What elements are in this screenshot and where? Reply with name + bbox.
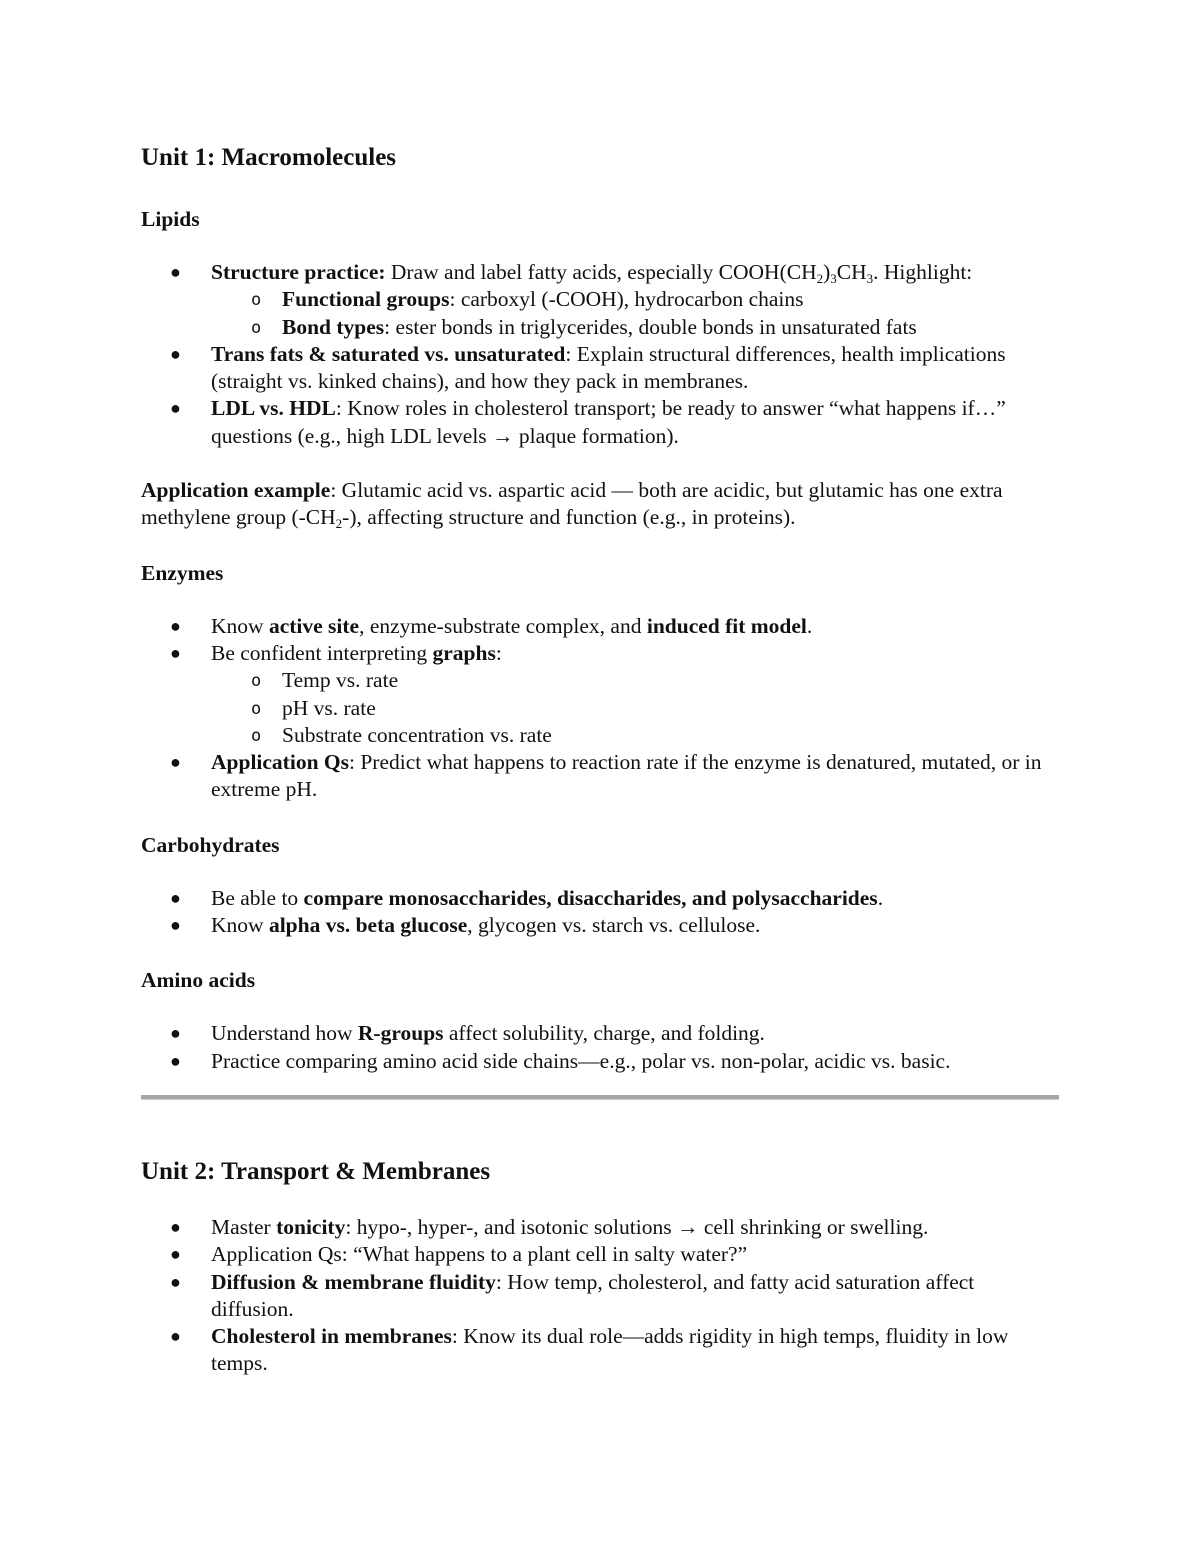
list-item: ● LDL vs. HDL: Know roles in cholesterol transport; be ready to answer “what happens if…” questions (e.g., high LDL levels → plaque formation).: [170, 396, 1006, 448]
lipids-heading: Lipids: [141, 207, 200, 231]
bullet-icon: ●: [170, 1244, 181, 1265]
bullet-icon: ●: [170, 615, 181, 636]
list-item: ● Practice comparing amino acid side chains—e.g., polar vs. non-polar, acidic vs. basic.: [141, 1048, 1061, 1075]
application-example: Application example: Glutamic acid vs. aspartic acid — both are acidic, but glutamic has one extra methylene group $(-CH_2-)$, affecting structure and function (e.g., in proteins).: [141, 478, 1003, 532]
document-body: [141, 140, 1061, 1405]
amino-acids-heading: Amino acids: [141, 968, 256, 993]
unit2-title: Unit 2: Transport & Membranes: [141, 1157, 491, 1185]
enzymes-heading: Enzymes: [141, 560, 224, 585]
circle-bullet-icon: o: [251, 317, 262, 338]
bullet-icon: ●: [170, 1326, 181, 1347]
sub-list-item: o Bond types: ester bonds in triglycerides, double bonds in unsaturated fats: [211, 314, 1061, 341]
bullet-icon: ●: [170, 262, 181, 282]
sub-list-item: o Substrate concentration vs. rate: [211, 722, 1061, 749]
list-item: ● Master tonicity: hypo-, hyper-, and isotonic solutions → cell shrinking or swelling.: [141, 1214, 1061, 1241]
bullet-icon: ●: [170, 343, 181, 364]
list-item: ● Know alpha vs. beta glucose, glycogen vs. starch vs. cellulose.: [141, 912, 1061, 939]
bullet-icon: ●: [170, 1271, 181, 1292]
list-item: ● Trans fats & saturated vs. unsaturated: Explain structural differences, health implications (straight vs. kinked chains), and how they pack in membranes.: [170, 341, 1006, 394]
unit2-list: [141, 1214, 1061, 1378]
bullet-icon: ●: [170, 915, 181, 936]
sub-list-item: o pH vs. rate: [211, 695, 1061, 722]
bullet-icon: ●: [170, 752, 181, 773]
bullet-icon: ●: [170, 642, 181, 663]
list-item: ● Be able to compare monosaccharides, disaccharides, and polysaccharides.: [141, 885, 1061, 912]
unit1-title: Unit 1: Macromolecules: [141, 144, 397, 171]
bullet-icon: ●: [170, 1023, 181, 1044]
list-item: ● Diffusion & membrane fluidity: How temp, cholesterol, and fatty acid saturation affect diffusion.: [170, 1269, 975, 1321]
sub-list-item: o Functional groups: carboxyl (-COOH), hydrocarbon chains: [211, 286, 1061, 313]
list-item: ● Be confident interpreting graphs: o Temp vs. rate o pH vs. rate o Substrate concentration vs. rate: [141, 640, 1061, 749]
list-item: ● Know active site, enzyme-substrate complex, and induced fit model.: [141, 613, 1061, 640]
circle-bullet-icon: o: [251, 671, 262, 692]
circle-bullet-icon: o: [251, 698, 262, 719]
sub-list: [211, 286, 1061, 341]
horizontal-rule: [141, 1095, 1059, 1100]
sub-list: [211, 667, 1061, 749]
list-item: ● Application Qs: Predict what happens to reaction rate if the enzyme is denatured, mutated, or in extreme pH.: [170, 750, 1042, 802]
list-item: ● Understand how R-groups affect solubility, charge, and folding.: [141, 1020, 1061, 1047]
circle-bullet-icon: o: [251, 290, 262, 311]
lipids-list: [141, 259, 1061, 450]
enzymes-list: [141, 613, 1061, 804]
list-item: ● Structure practice: Draw and label fatty acids, especially $COOH(CH_2)_3CH_3$. Highlight: o Functional groups: carboxyl (-COOH), hydrocarbon chains o Bond types: ester bonds in triglycerides, double bonds in unsaturated fats: [141, 259, 1061, 341]
bullet-icon: ●: [170, 1050, 181, 1071]
list-item: ● Cholesterol in membranes: Know its dual role—adds rigidity in high temps, fluidity in low temps.: [170, 1324, 1009, 1376]
carbohydrates-heading: Carbohydrates: [141, 832, 280, 857]
bullet-icon: ●: [170, 398, 181, 419]
sub-list-item: o Temp vs. rate: [211, 667, 1061, 694]
bullet-icon: ●: [170, 887, 181, 908]
circle-bullet-icon: o: [251, 725, 262, 746]
carbohydrates-list: [141, 885, 1061, 940]
list-item: ● Application Qs: “What happens to a plant cell in salty water?”: [141, 1241, 1061, 1268]
amino-acids-list: [141, 1020, 1061, 1075]
bullet-icon: ●: [170, 1216, 181, 1237]
